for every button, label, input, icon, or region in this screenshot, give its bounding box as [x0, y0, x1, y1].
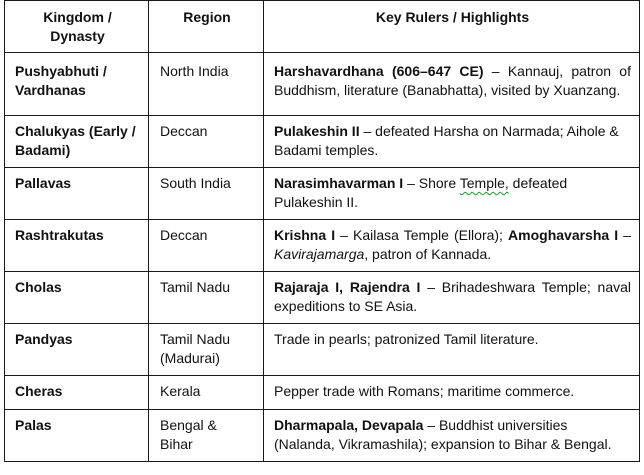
kingdom-cell: Cheras [5, 376, 149, 410]
region-cell: Tamil Nadu [149, 272, 264, 324]
header-kingdom [5, 1, 149, 53]
region-cell: Tamil Nadu (Madurai) [149, 324, 264, 376]
ruler-name: Pulakeshin II [274, 123, 360, 139]
rulers-cell [264, 53, 640, 116]
rulers-cell [264, 324, 640, 376]
ruler-name: Harshavardhana (606–647 CE) [274, 63, 484, 79]
rulers-cell [264, 168, 640, 220]
ruler-details-cont: , patron of Kannada. [364, 246, 492, 262]
region-cell: Bengal & Bihar [149, 410, 264, 462]
table-row [5, 272, 640, 324]
table-row [5, 220, 640, 272]
kingdom-cell: Pandyas [5, 324, 149, 376]
ruler-name: Dharmapala, Devapala [274, 417, 424, 433]
rulers-cell [264, 376, 640, 410]
ruler-name-2: Amoghavarsha I [508, 227, 619, 243]
header-kingdom-line2: Dynasty [50, 28, 105, 44]
region-cell: Kerala [149, 376, 264, 410]
table-row [5, 116, 640, 168]
region-cell: North India [149, 53, 264, 116]
region-cell: South India [149, 168, 264, 220]
table-row [5, 376, 640, 410]
ruler-details: Trade in pearls; patronized Tamil literature. [274, 331, 539, 347]
ruler-details: – Kannauj, patron of Buddhism, literature (Banabhatta), visited by Xuanzang. [274, 63, 631, 98]
rulers-cell [264, 220, 640, 272]
ruler-details: – Brihadeshwara Temple; naval expeditions to SE Asia. [274, 279, 632, 314]
kingdom-cell: Pallavas [5, 168, 149, 220]
ruler-name: Rajaraja I, Rajendra I [274, 279, 421, 295]
ruler-name: Krishna I [274, 227, 336, 243]
ruler-details: Pepper trade with Romans; maritime commerce. [274, 383, 575, 399]
kingdom-cell: Palas [5, 410, 149, 462]
dynasties-table [4, 0, 640, 462]
ruler-details-dash: – [618, 227, 631, 243]
spellcheck-word: Temple, [459, 175, 509, 191]
ruler-details: – defeated Harsha on Narmada; Aihole & Badami temples. [274, 123, 619, 158]
header-kingdom-line1: Kingdom / [43, 9, 112, 25]
table-row [5, 410, 640, 462]
ruler-details: – Buddhist universities (Nalanda, Vikramashila); expansion to Bihar & Bengal. [274, 417, 612, 452]
kingdom-cell: Chalukyas (Early / Badami) [5, 116, 149, 168]
header-region: Region [149, 1, 264, 53]
kingdom-cell: Pushyabhuti / Vardhanas [5, 53, 149, 116]
ruler-details-cont: defeated Pulakeshin II. [274, 175, 568, 210]
rulers-cell [264, 116, 640, 168]
table-row [5, 324, 640, 376]
ruler-name: Narasimhavarman I [274, 175, 404, 191]
table-row [5, 53, 640, 116]
kingdom-cell: Cholas [5, 272, 149, 324]
region-cell: Deccan [149, 220, 264, 272]
kingdom-cell: Rashtrakutas [5, 220, 149, 272]
rulers-cell [264, 272, 640, 324]
header-row [5, 1, 640, 53]
table-row [5, 168, 640, 220]
ruler-details: – Shore [403, 175, 460, 191]
ruler-details: – Kailasa Temple (Ellora); [335, 227, 509, 243]
header-rulers: Key Rulers / Highlights [264, 1, 640, 53]
region-cell: Deccan [149, 116, 264, 168]
literary-work: Kavirajamarga [274, 246, 365, 262]
rulers-cell [264, 410, 640, 462]
